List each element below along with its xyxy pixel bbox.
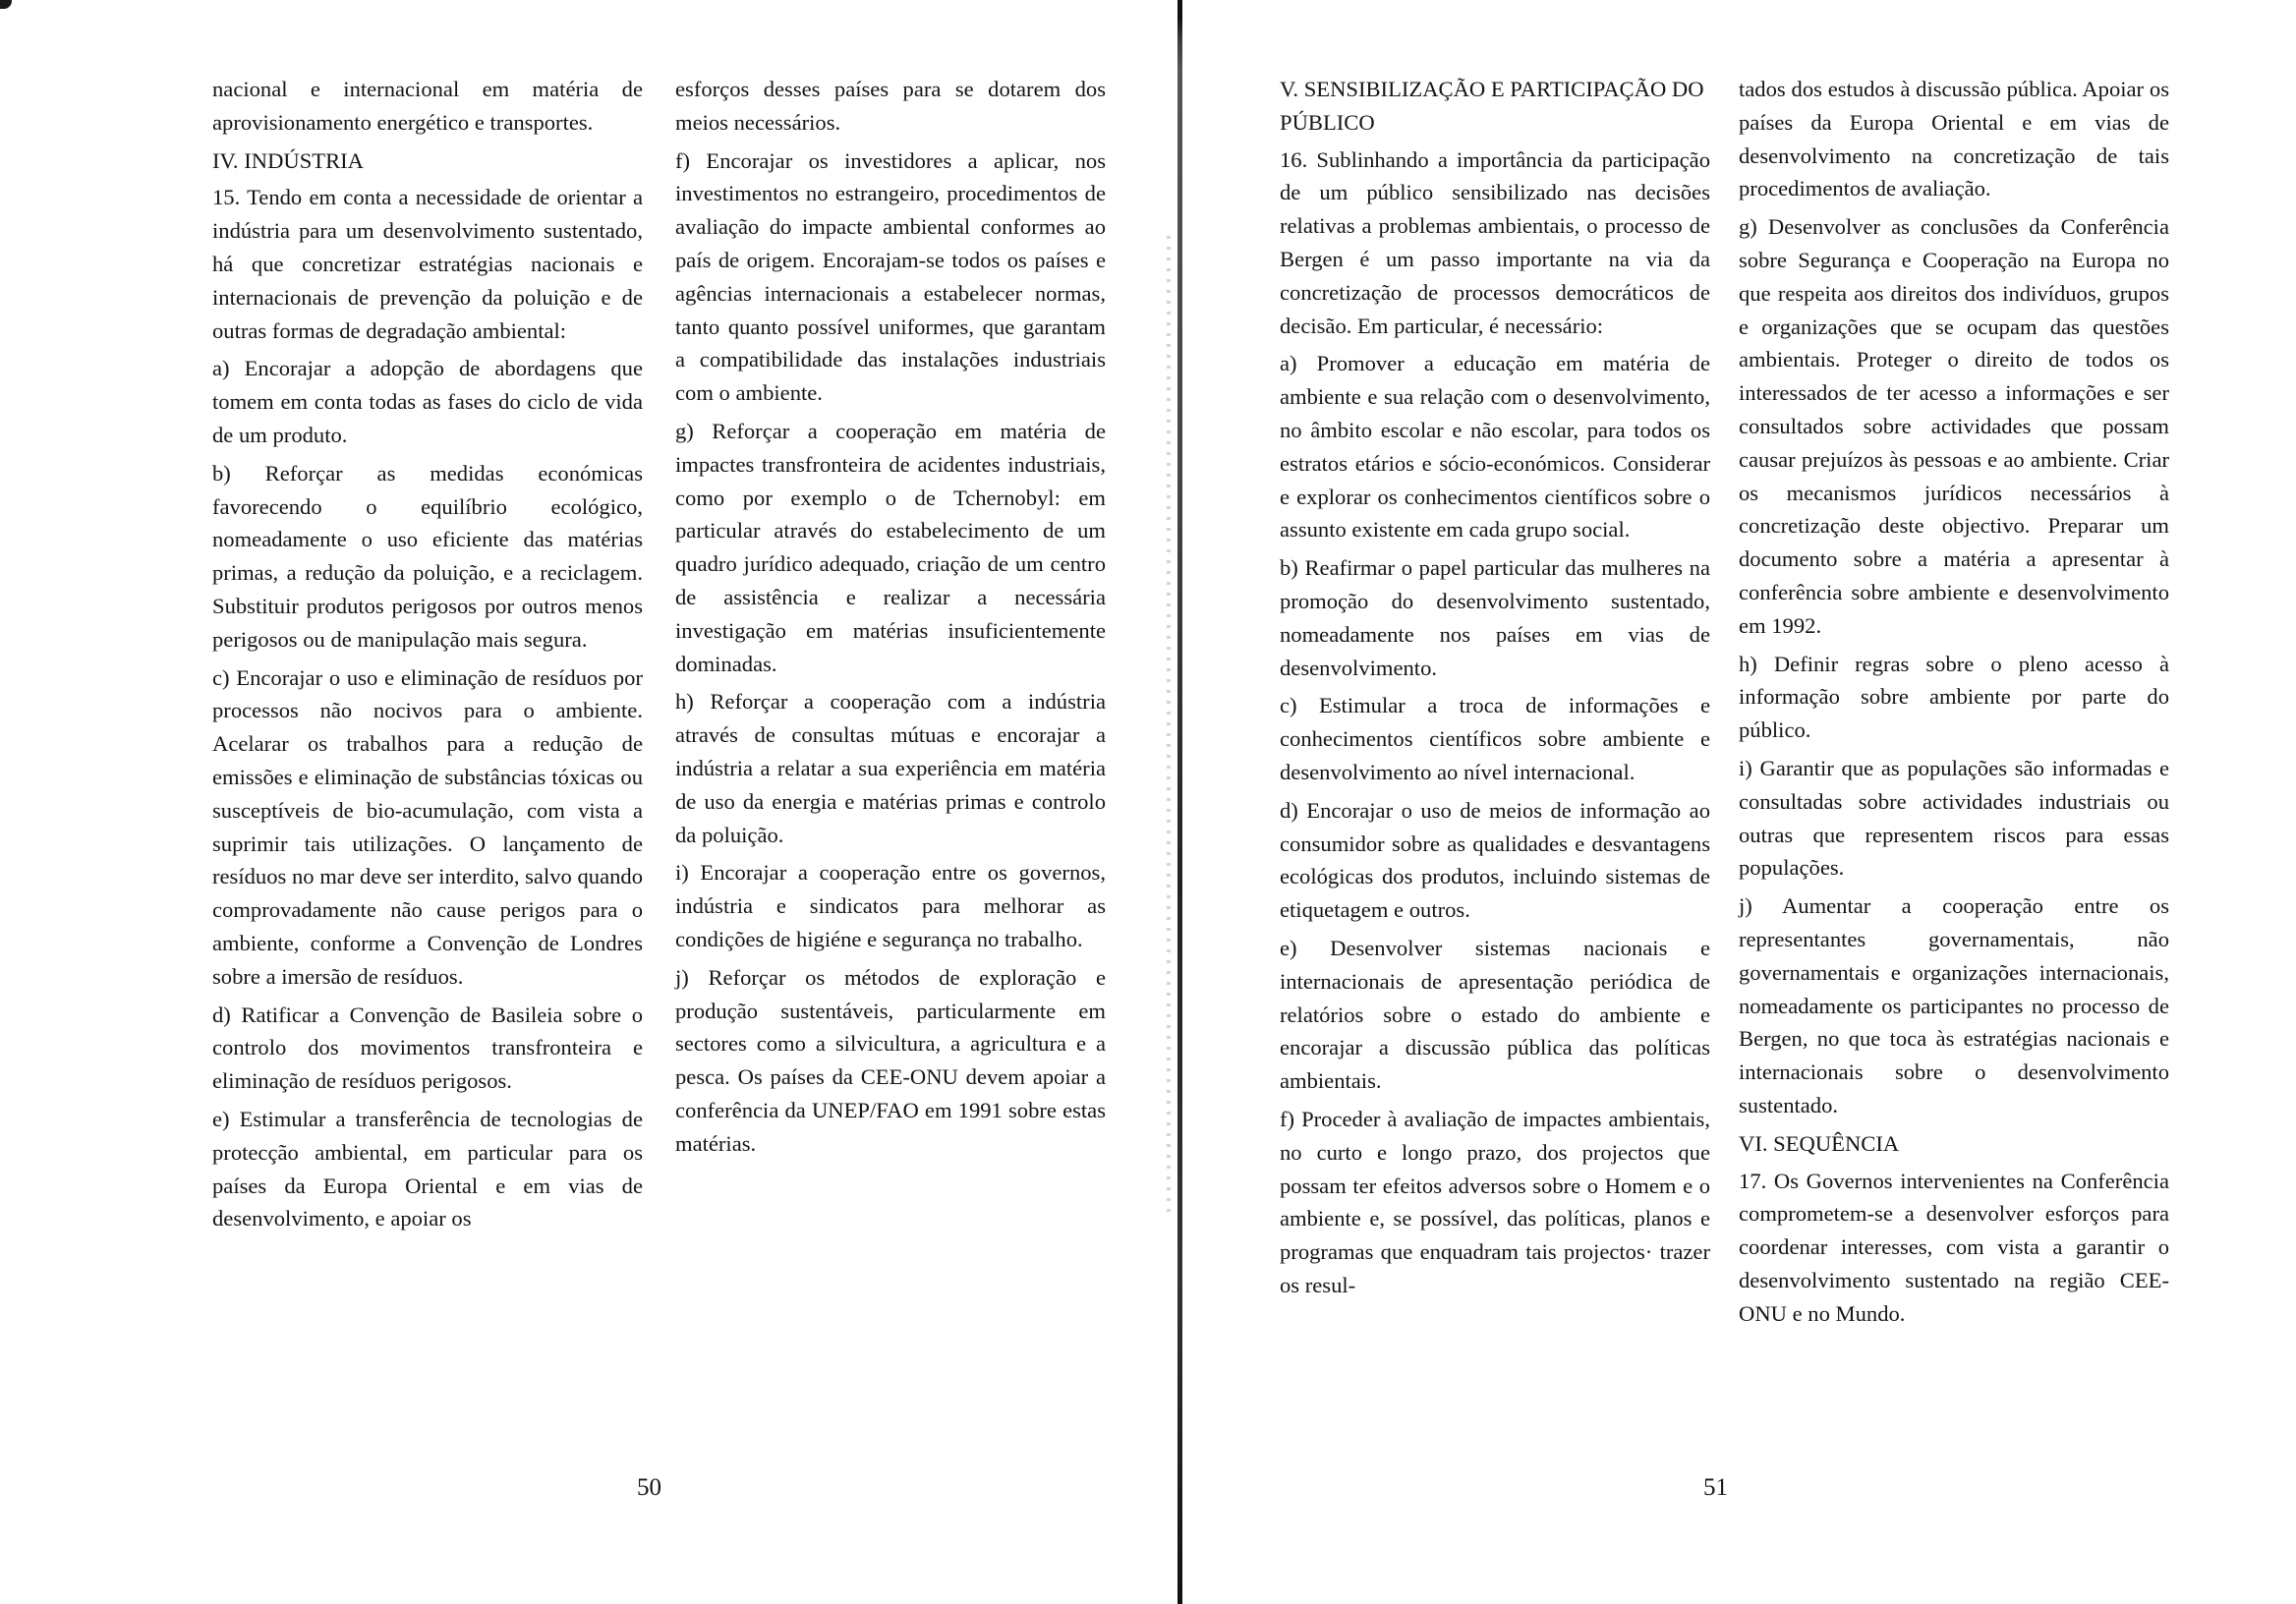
item-16f: f) Proceder à avaliação de impactes ambientais, no curto e longo prazo, dos projectos que possam ter efeitos adversos sobre o Homem e o ambiente e, se possível, das políticas, planos e programas que enquadram tais projectos· trazer os resul- [1280,1106,1710,1297]
paragraph-17: 17. Os Governos intervenientes na Conferência comprometem-se a desenvolver esforços para coordenar interesses, com vista a garantir o desenvolvimento sustentado na região CEE-ONU e no Mundo. [1739,1168,2169,1326]
item-16g: g) Desenvolver as conclusões da Conferência sobre Segurança e Cooperação na Europa no que respeita aos direitos dos indivíduos, grupos e organizações que se ocupam das questões ambientais. Proteger o direito de todos os interessados de ter acesso a informações e ser consultados sobre actividades que possam causar prejuízos às pessoas e ao ambiente. Criar os mecanismos jurídicos necessários à concretização deste objectivo. Preparar um documento sobre a matéria a apresentar à conferência sobre ambiente e desenvolvimento em 1992. [1739,214,2169,638]
page-number-left: 50 [637,1474,661,1501]
section-heading-sensibilizacao: V. SENSIBILIZAÇÃO E PARTICIPAÇÃO DO PÚBLICO [1280,77,1704,135]
paragraph-16: 16. Sublinhando a importância da participação de um público sensibilizado nas decisões relativas a problemas ambientais, o processo de Bergen é um passo importante na via da concretização de processos democráticos de decisão. Em particular, é necessário: [1280,146,1710,338]
item-16f-continued: tados dos estudos à discussão pública. Apoiar os países da Europa Oriental e em vias de desenvolvimento na concretização de tais procedimentos de avaliação. [1739,77,2169,201]
paragraph-15: 15. Tendo em conta a necessidade de orientar a indústria para um desenvolvimento sustentado, há que concretizar estratégias nacionais e internacionais de prevenção da poluição e de outras formas de degradação ambiental: [212,185,643,343]
binding-shadow [1167,236,1171,1219]
item-16i: i) Garantir que as populações são informadas e consultadas sobre actividades industriais ou outras que representem riscos para essas populações. [1739,755,2169,881]
item-15b: b) Reforçar as medidas económicas favorecendo o equilíbrio ecológico, nomeadamente o uso eficiente das matérias primas, a redução da poluição, e a reciclagem. Substituir produtos perigosos por outros menos perigosos ou de manipulação mais segura. [212,460,643,652]
item-15e-continued: esforços desses países para se dotarem dos meios necessários. [675,77,1106,135]
item-15g: g) Reforçar a cooperação em matéria de impactes transfronteira de acidentes industriais, como por exemplo o de Tchernobyl: em particular através do estabelecimento de um quadro jurídico adequado, criação de um centro de assistência e realizar a necessária investigação em matérias insuficientemente dominadas. [675,418,1106,676]
item-15f: f) Encorajar os investidores a aplicar, nos investimentos no estrangeiro, procedimentos de avaliação do impacte ambiental conformes ao país de origem. Encorajam-se todos os países e agências internacionais a estabelecer normas, tanto quanto possível uniformes, que garantam a compatibilidade das instalações industriais com o ambiente. [675,147,1106,406]
item-15c: c) Encorajar o uso e eliminação de resíduos por processos não nocivos para o ambiente. Acelarar os trabalhos para a redução de emissões e eliminação de substâncias tóxicas ou susceptíveis de bio-acumulação, com vista a suprimir tais utilizações. O lançamento de resíduos no mar deve ser interdito, salvo quando comprovadamente não cause perigos para o ambiente, conforme a Convenção de Londres sobre a imersão de resíduos. [212,664,643,989]
item-16e: e) Desenvolver sistemas nacionais e internacionais de apresentação periódica de relatórios sobre o estado do ambiente e encorajar a discussão pública das políticas ambientais. [1280,935,1710,1094]
right-page-column-1 [1280,73,1710,1307]
left-page-column-2 [675,73,1106,1166]
section-heading-industria: IV. INDÚSTRIA [212,147,364,173]
item-16a: a) Promover a educação em matéria de ambiente e sua relação com o desenvolvimento, no âmbito escolar e não escolar, para todos os estratos etários e sócio-económicos. Considerar e explorar os conhecimentos científicos sobre o assunto existente em cada grupo social. [1280,351,1710,543]
item-15i: i) Encorajar a cooperação entre os governos, indústria e sindicatos para melhorar as condições de higiéne e segurança no trabalho. [675,860,1106,951]
section-heading-sequencia: VI. SEQUÊNCIA [1739,1130,1900,1156]
item-16b: b) Reafirmar o papel particular das mulheres na promoção do desenvolvimento sustentado, nomeadamente nos países em vias de desenvolvimento. [1280,555,1710,680]
item-16j: j) Aumentar a cooperação entre os representantes governamentais, não governamentais e organizações internacionais, nomeadamente os participantes no processo de Bergen, no que toca às estratégias nacionais e internacionais sobre o desenvolvimento sustentado. [1739,893,2169,1117]
continued-paragraph: nacional e internacional em matéria de aprovisionamento energético e transportes. [212,77,643,135]
item-15h: h) Reforçar a cooperação com a indústria através de consultas mútuas e encorajar a indústria a relatar a sua experiência em matéria de uso da energia e matérias primas e controlo da poluição. [675,689,1106,847]
item-15d: d) Ratificar a Convenção de Basileia sobre o controlo dos movimentos transfronteira e eliminação de resíduos perigosos. [212,1002,643,1094]
item-15a: a) Encorajar a adopção de abordagens que tomem em conta todas as fases do ciclo de vida de um produto. [212,356,643,447]
item-15e: e) Estimular a transferência de tecnologias de protecção ambiental, em particular para os países da Europa Oriental e em vias de desenvolvimento, e apoiar os [212,1106,643,1232]
page-number-right: 51 [1703,1474,1728,1501]
item-16c: c) Estimular a troca de informações e conhecimentos científicos sobre ambiente e desenvolvimento ao nível internacional. [1280,693,1710,784]
item-16h: h) Definir regras sobre o pleno acesso à informação sobre ambiente por parte do público. [1739,651,2169,743]
right-page-column-2 [1739,73,2169,1335]
left-page-column-1 [212,73,643,1240]
item-15j: j) Reforçar os métodos de exploração e produção sustentáveis, particularmente em sectores como a silvicultura, a agricultura e a pesca. Os países da CEE-ONU devem apoiar a conferência da UNEP/FAO em 1991 sobre estas matérias. [675,964,1106,1156]
item-16d: d) Encorajar o uso de meios de informação ao consumidor sobre as qualidades e desvantagens ecológicas dos produtos, incluindo sistemas de etiquetagem e outros. [1280,797,1710,923]
